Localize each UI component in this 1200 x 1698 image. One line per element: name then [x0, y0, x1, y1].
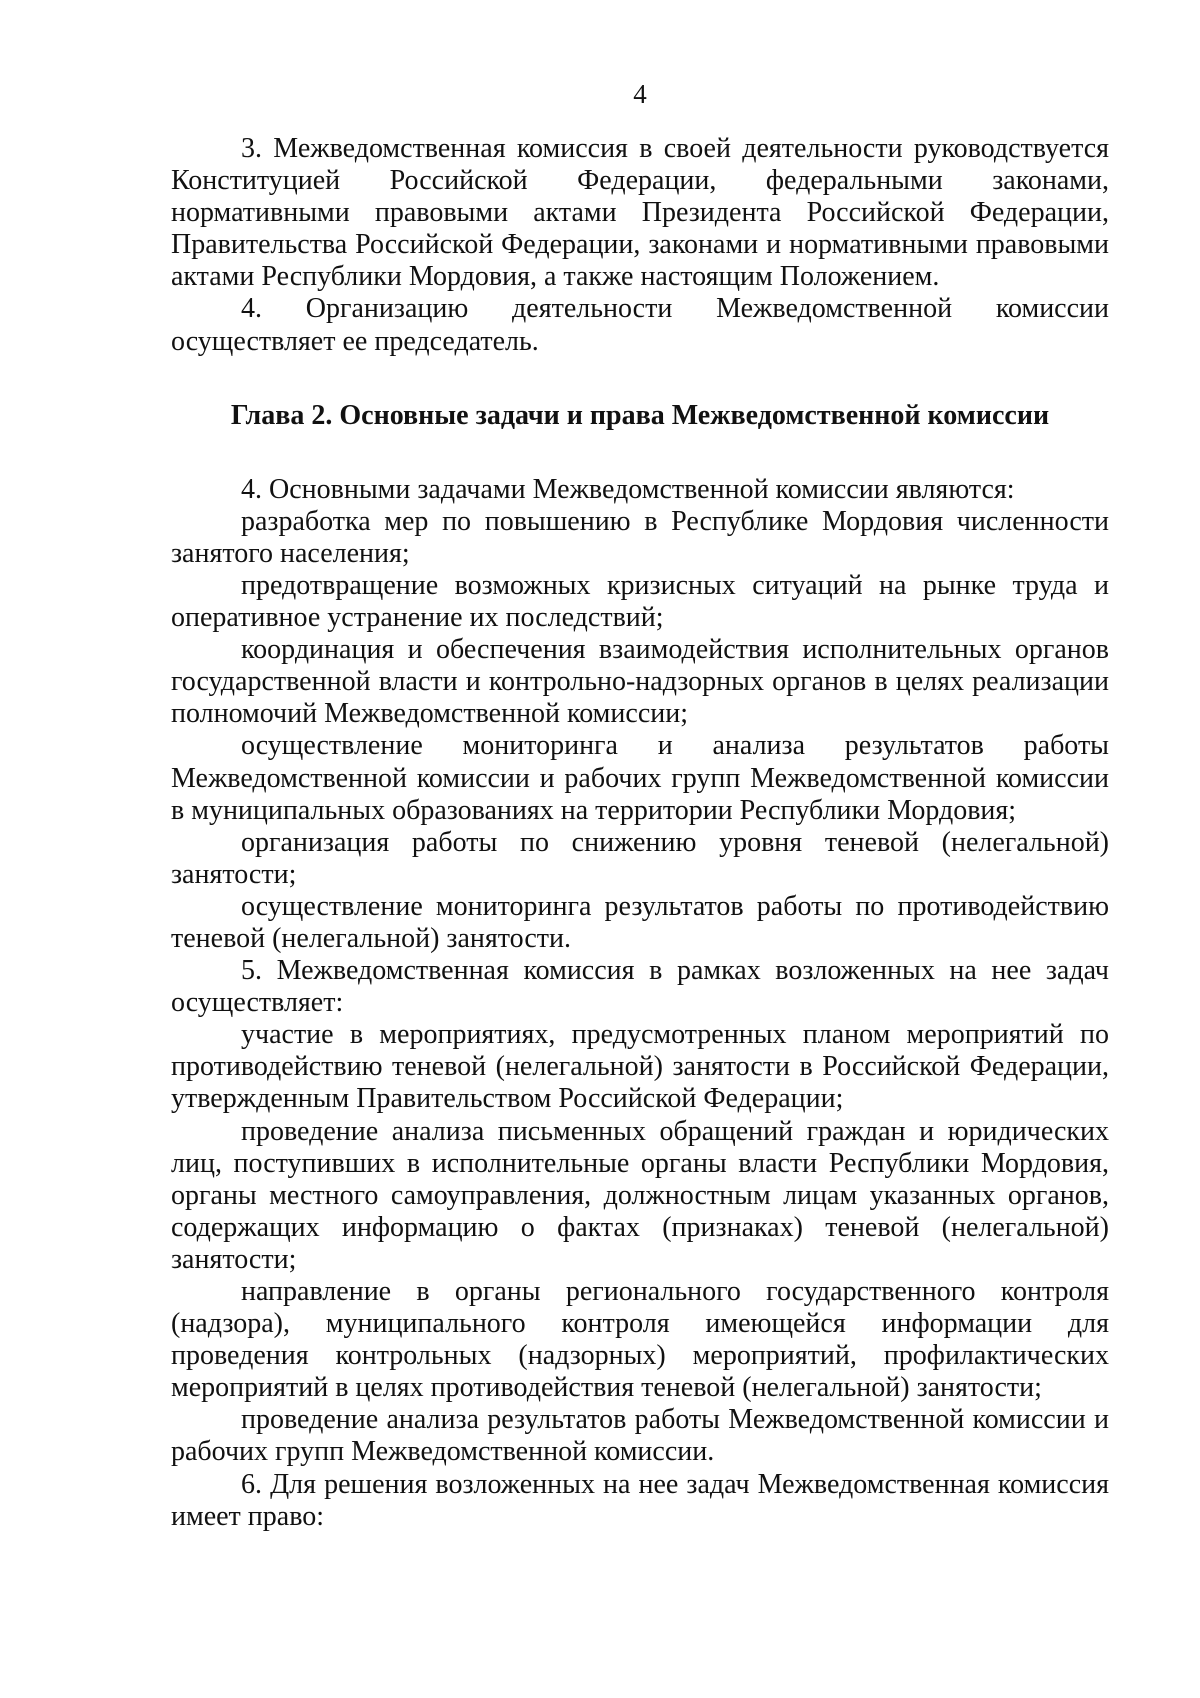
function-item-participation: участие в мероприятиях, предусмотренных планом мероприятий по противодействию теневой (нелегальной) занятости в Российской Федерации, утвержденным Правительством Российской Федерации;	[171, 1019, 1109, 1115]
task-item-monitoring: осуществление мониторинга и анализа результатов работы Межведомственной комиссии и рабочих групп Межведомственной комиссии в муниципальных образованиях на территории Республики Мордовия;	[171, 730, 1109, 826]
paragraph-5: 5. Межведомственная комиссия в рамках возложенных на нее задач осуществляет:	[171, 955, 1109, 1019]
paragraph-4-organization: 4. Организацию деятельности Межведомственной комиссии осуществляет ее председатель.	[171, 293, 1109, 357]
paragraph-6: 6. Для решения возложенных на нее задач Межведомственная комиссия имеет право:	[171, 1468, 1109, 1532]
task-item-shadow-employment: организация работы по снижению уровня теневой (нелегальной) занятости;	[171, 826, 1109, 890]
chapter-heading: Глава 2. Основные задачи и права Межведомственной комиссии	[230, 399, 1050, 431]
task-item-monitoring-results: осуществление мониторинга результатов работы по противодействию теневой (нелегальной) занятости.	[171, 890, 1109, 954]
function-item-analysis-results: проведение анализа результатов работы Межведомственной комиссии и рабочих групп Межведомственной комиссии.	[171, 1404, 1109, 1468]
function-item-analysis-appeals: проведение анализа письменных обращений граждан и юридических лиц, поступивших в исполнительные органы власти Республики Мордовия, органы местного самоуправления, должностным лицам указанных органов, содержащих информацию о фактах (признаках) теневой (нелегальной) занятости;	[171, 1115, 1109, 1275]
task-item-crisis: предотвращение возможных кризисных ситуаций на рынке труда и оперативное устранение их последствий;	[171, 569, 1109, 634]
task-item-employment: разработка мер по повышению в Республике Мордовия численности занятого населения;	[171, 505, 1109, 569]
paragraph-4-tasks: 4. Основными задачами Межведомственной комиссии являются:	[241, 473, 1015, 505]
page-number: 4	[633, 79, 647, 109]
paragraph-3: 3. Межведомственная комиссия в своей деятельности руководствуется Конституцией Российской Федерации, федеральными законами, нормативными правовыми актами Президента Российской Федерации, Правительства Российской Федерации, законами и нормативными правовыми актами Республики Мордовия, а также настоящим Положением.	[171, 133, 1109, 293]
function-item-referral: направление в органы регионального государственного контроля (надзора), муниципального контроля имеющейся информации для проведения контрольных (надзорных) мероприятий, профилактических мероприятий в целях противодействия теневой (нелегальной) занятости;	[171, 1276, 1109, 1404]
document-body	[171, 133, 1109, 1533]
task-item-coordination: координация и обеспечения взаимодействия исполнительных органов государственной власти и контрольно-надзорных органов в целях реализации полномочий Межведомственной комиссии;	[171, 634, 1109, 730]
